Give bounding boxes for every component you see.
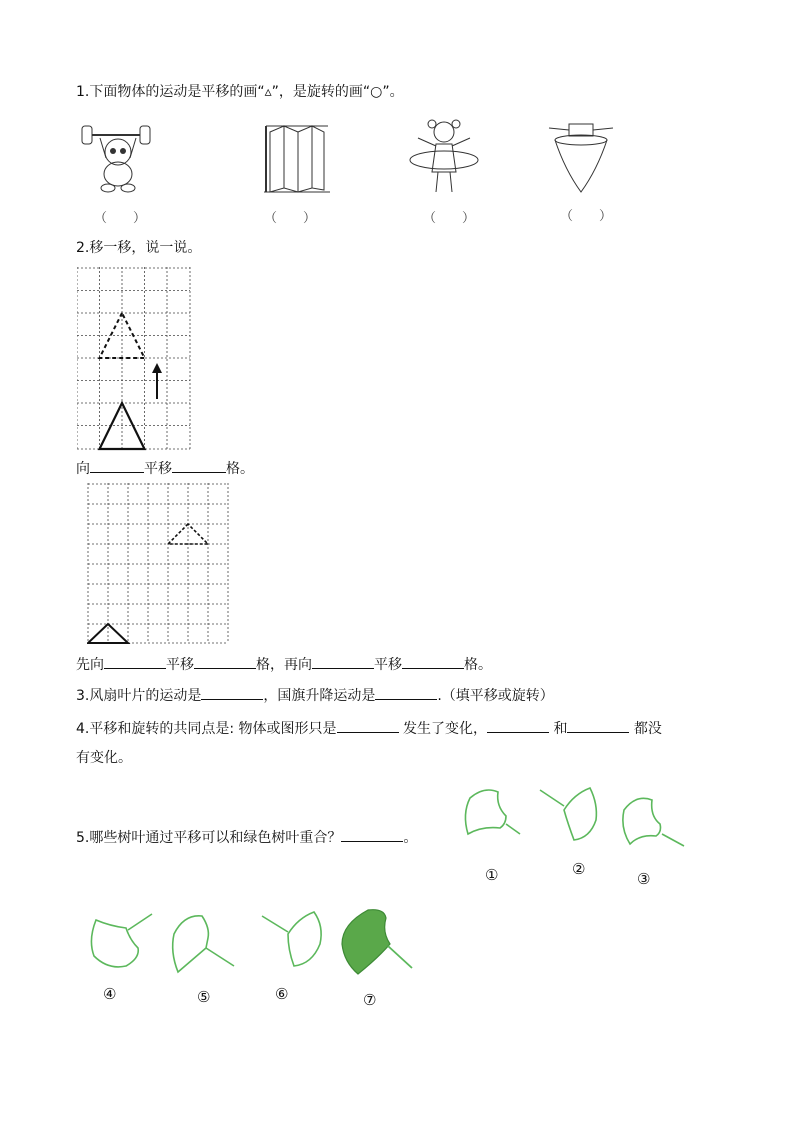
blank-direction-2b[interactable] (312, 653, 374, 669)
leaf-label-3: ③ (637, 870, 651, 888)
q4-a: 4.平移和旋转的共同点是: 物体或图形只是 (76, 721, 337, 737)
question-4-line1 (76, 717, 662, 739)
leaf-label-1: ① (485, 866, 499, 884)
q2-line-1 (76, 457, 254, 479)
q2-line2-c: 格，再向 (256, 657, 312, 673)
question-3 (76, 684, 554, 706)
leaf-7-green-icon (338, 904, 414, 976)
blank-direction-2a[interactable] (104, 653, 166, 669)
blank-size[interactable] (567, 717, 629, 733)
q5-text: 5.哪些树叶通过平移可以和绿色树叶重合？ (76, 830, 342, 846)
answer-paren-2[interactable]: （ ） (264, 211, 317, 226)
q2-line2-b: 平移 (166, 657, 194, 673)
q5-end: 。 (403, 830, 418, 846)
blank-leaves[interactable] (341, 826, 403, 842)
grid-diagram-2 (87, 483, 231, 645)
leaf-label-4: ④ (103, 985, 117, 1003)
blank-steps-1[interactable] (172, 457, 226, 473)
answer-paren-4[interactable]: （ ） (560, 209, 613, 224)
leaf-5-icon (168, 908, 240, 980)
q2-line-2 (76, 653, 492, 675)
blank-position[interactable] (337, 717, 399, 733)
q3-b: ，国旗升降运动是 (263, 688, 376, 704)
leaf-label-2: ② (572, 860, 586, 878)
question-5 (76, 826, 417, 848)
leaf-1-icon (460, 784, 526, 854)
q2-line1-a: 向 (76, 461, 90, 477)
q3-a: 3.风扇叶片的运动是 (76, 688, 202, 704)
question-2-title: 2.移一移，说一说。 (76, 240, 202, 256)
blank-shape[interactable] (487, 717, 549, 733)
blank-steps-2b[interactable] (402, 653, 464, 669)
answer-paren-3[interactable]: （ ） (423, 211, 476, 226)
q4-b: 发生了变化， (402, 721, 487, 737)
spinning-top-icon (545, 120, 617, 196)
q3-c: .（填平移或旋转） (437, 688, 554, 704)
blank-fan[interactable] (201, 684, 263, 700)
blank-direction-1[interactable] (90, 457, 144, 473)
folding-door-icon (262, 122, 332, 194)
girl-hula-hoop-icon (406, 116, 482, 198)
blank-flag[interactable] (375, 684, 437, 700)
q4-d: 都没 (633, 721, 662, 737)
q2-line2-d: 平移 (374, 657, 402, 673)
question-1-text: 1.下面物体的运动是平移的画“▵”，是旋转的画“○”。 (76, 84, 404, 100)
q2-line1-c: 格。 (226, 461, 254, 477)
q2-line2-a: 先向 (76, 657, 104, 673)
leaf-label-7: ⑦ (363, 991, 377, 1009)
grid-diagram-1 (77, 267, 193, 451)
q2-line1-b: 平移 (144, 461, 172, 477)
question-4-line2: 有变化。 (76, 750, 132, 766)
weightlifter-panda-icon (78, 118, 158, 198)
leaf-label-5: ⑤ (197, 988, 211, 1006)
leaf-2-icon (534, 780, 604, 850)
leaf-label-6: ⑥ (275, 985, 289, 1003)
blank-steps-2a[interactable] (194, 653, 256, 669)
answer-paren-1[interactable]: （ ） (94, 211, 147, 226)
leaf-3-icon (616, 790, 688, 860)
q2-line2-e: 格。 (464, 657, 492, 673)
leaf-6-icon (258, 906, 330, 972)
leaf-4-icon (86, 908, 158, 978)
arrow-up-icon (152, 363, 162, 373)
q4-c: 和 (553, 721, 568, 737)
